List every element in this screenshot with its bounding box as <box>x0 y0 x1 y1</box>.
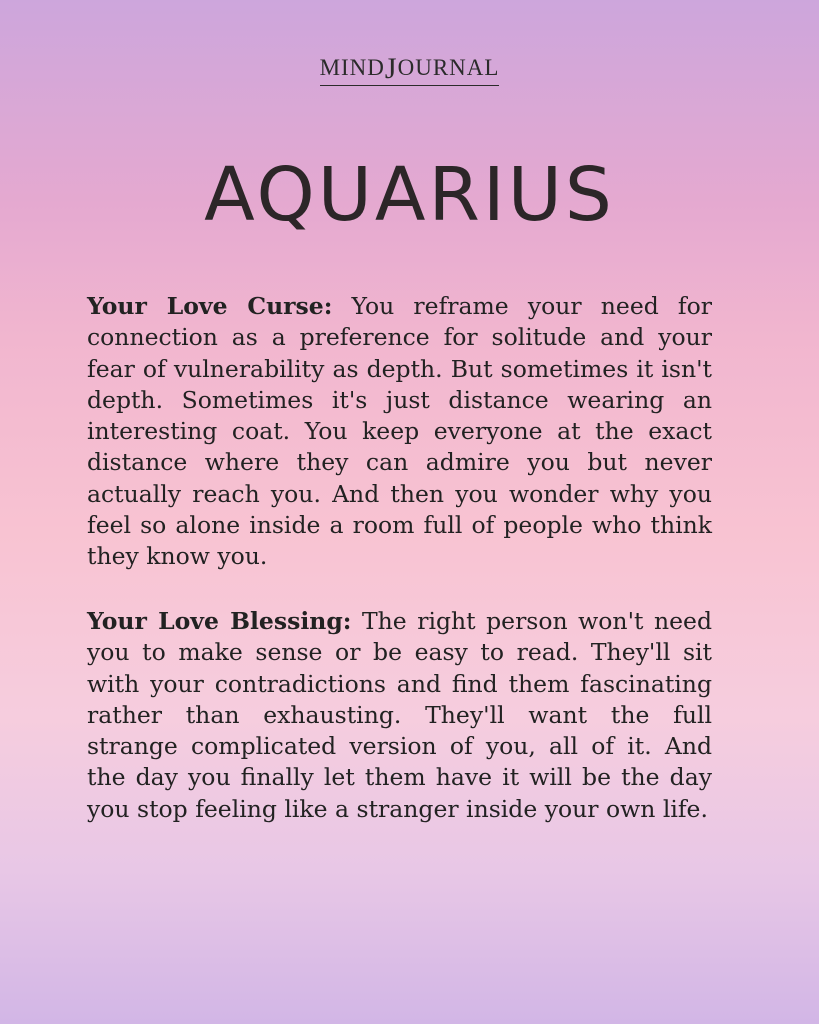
love-blessing-text: The right person won't need you to make sense or be easy to read. They'll sit with your contradictions and find them fascinating rather than exhausting. They'll want the full strange complicated version of you, all of it. And the day you finally let them have it will be the day you stop feeling like a stranger inside your own life. <box>87 607 712 823</box>
logo-part-ournal: OURNAL <box>397 55 500 80</box>
page-title: AQUARIUS <box>204 152 615 238</box>
love-blessing-heading: Your Love Blessing: <box>87 607 352 635</box>
love-curse-paragraph <box>87 291 712 573</box>
love-curse-text: You reframe your need for connection as a preference for solitude and your fear of vulnerability as depth. But sometimes it isn't depth. Sometimes it's just distance wearing an interesting coat. You keep everyone at the exact distance where they can admire you but never actually reach you. And then you wonder why you feel so alone inside a room full of people who think they know you. <box>87 292 712 571</box>
brand-logo-text <box>320 51 500 86</box>
logo-part-j: J <box>384 52 398 85</box>
love-curse-heading: Your Love Curse: <box>87 292 333 320</box>
logo-part-mind: MIND <box>319 55 385 80</box>
brand-logo <box>0 51 819 86</box>
love-blessing-paragraph <box>87 606 712 825</box>
